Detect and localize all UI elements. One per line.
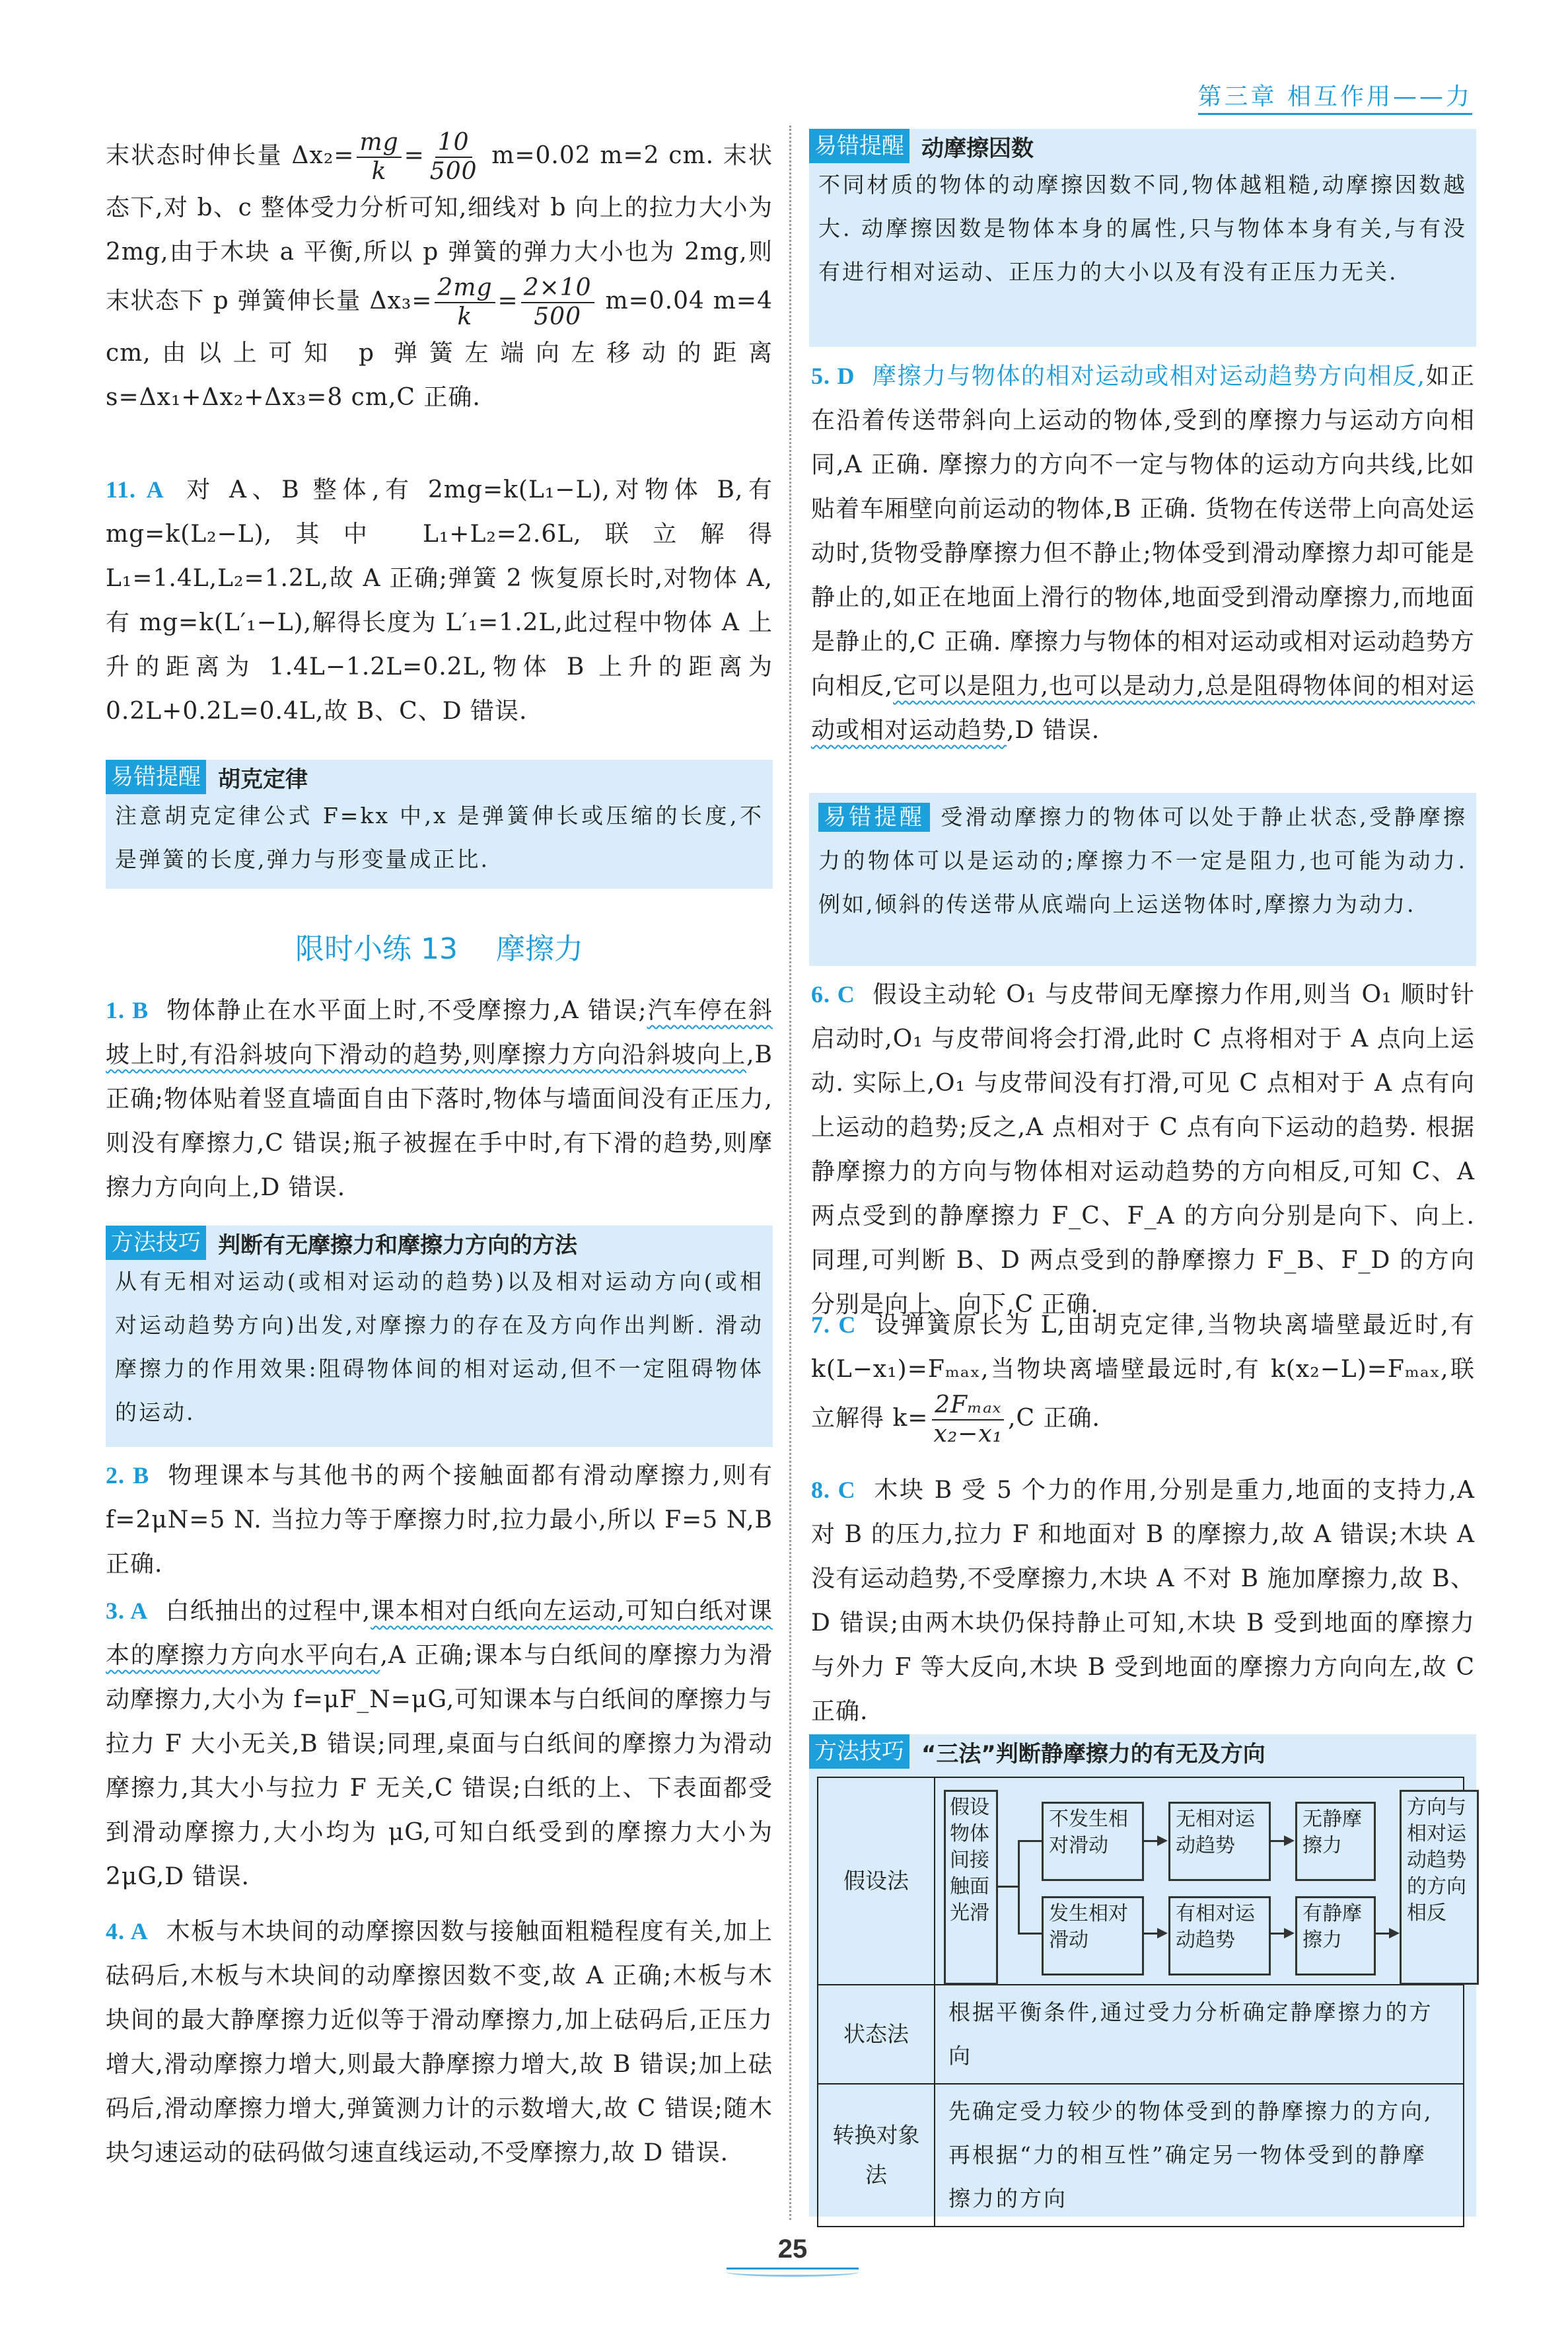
flow-box: 无相对运动趋势	[1168, 1802, 1271, 1881]
flow-box: 发生相对滑动	[1042, 1896, 1144, 1975]
denominator: k	[371, 158, 387, 185]
answer-label: 6. C	[811, 981, 855, 1008]
answer-11	[106, 468, 773, 733]
fraction	[427, 129, 480, 186]
method-name: 假设法	[818, 1777, 935, 1985]
text: ,C 正确.	[1008, 1405, 1100, 1432]
tip-tag: 易错提醒	[106, 760, 206, 794]
section-title: 限时小练 13 摩擦力	[295, 932, 583, 966]
equals: =	[404, 142, 425, 169]
text: 物体静止在水平面上时,不受摩擦力,A 错误;	[166, 997, 647, 1024]
methods-table	[817, 1777, 1464, 2227]
answer-label: 11. A	[106, 476, 164, 503]
text: 白纸抽出的过程中,	[165, 1598, 371, 1625]
text: 末状态时伸长量 Δx₂=	[106, 142, 355, 169]
tip-three-methods	[809, 1734, 1476, 2217]
text: ,A 正确;课本与白纸间的摩擦力为滑动摩擦力,大小为 f=μF_N=μG,可知课本与白纸间的摩擦力与拉力 F 大小无关,B 错误;同理,桌面与白纸间的摩擦力为滑动摩擦力,其大小与拉力 F 无关,C 错误;白纸的上、下表面都受到滑动摩擦力,大小均为 μG,可知白纸受到的摩擦力大小为 2μG,D 错误.	[106, 1642, 773, 1890]
answer-text: 木块 B 受 5 个力的作用,分别是重力,地面的支持力,A 对 B 的压力,拉力 F 和地面对 B 的摩擦力,故 A 错误;木块 A 没有运动趋势,不受摩擦力,木块 A 不对 B 施加摩擦力,故 B、D 错误;由两木块仍保持静止可知,木块 B 受到地面的摩擦力与外力 F 等大反向,木块 B 受到地面的摩擦力方向向左,故 C 正确.	[811, 1477, 1475, 1725]
answer-1	[106, 988, 773, 1210]
underlined-text: 它可以是阻力,也可以是动力,总是阻碍物体间的相对运动或相对运动趋势	[811, 673, 1475, 744]
underlined-text: 汽车停在斜坡上时,有沿斜坡向下滑动的趋势,则摩擦力方向沿斜坡向上	[106, 997, 773, 1068]
tip-tag: 易错提醒	[818, 803, 930, 832]
table-row	[818, 2084, 1464, 2227]
answer-3	[106, 1589, 773, 1899]
text: m=0.04 m=4 cm,由以上可知 p 弹簧左端向左移动的距离 s=Δx₁+Δx₂+Δx₃=8 cm,C 正确.	[106, 287, 773, 411]
answer-label: 8. C	[811, 1477, 856, 1503]
page-number-decoration	[727, 2268, 859, 2277]
fraction	[521, 274, 594, 331]
flow-box: 无静摩擦力	[1295, 1802, 1376, 1881]
column-divider	[789, 126, 791, 2220]
tip-method-friction	[106, 1226, 773, 1447]
underlined-text: 课本相对白纸向左运动,可知白纸对课本的摩擦力方向水平向右	[106, 1598, 773, 1669]
numerator: 2×10	[521, 274, 594, 303]
fraction	[435, 274, 495, 331]
tip-kinetic-coefficient	[809, 129, 1476, 347]
flowchart	[935, 1777, 1464, 1985]
flow-box: 有相对运动趋势	[1168, 1896, 1271, 1975]
table-row	[818, 1777, 1464, 1985]
flow-box: 有静摩擦力	[1295, 1896, 1376, 1975]
answer-6	[811, 973, 1475, 1327]
lead-text: 摩擦力与物体的相对运动或相对运动趋势方向相反,	[872, 363, 1426, 390]
denominator: k	[457, 303, 473, 330]
answer-text: 物理课本与其他书的两个接触面都有滑动摩擦力,则有 f=2μN=5 N. 当拉力等于摩擦力时,拉力最小,所以 F=5 N,B 正确.	[106, 1462, 773, 1578]
chapter-header: 第三章 相互作用——力	[1198, 78, 1472, 115]
answer-label: 5. D	[811, 363, 855, 389]
answer-2	[106, 1454, 773, 1586]
text: ,D 错误.	[1007, 717, 1100, 744]
answer-label: 3. A	[106, 1598, 149, 1624]
tip-hooke-law	[106, 760, 773, 889]
numerator: 10	[435, 129, 472, 158]
tip-body: 不同材质的物体的动摩擦因数不同,物体越粗糙,动摩擦因数越大. 动摩擦因数是物体本身的属性,只与物体本身有关,与有没有进行相对运动、正压力的大小以及有没有正压力无关.	[818, 172, 1467, 285]
flow-box-end: 方向与相对运动趋势的方向相反	[1400, 1790, 1479, 1985]
flow-box: 不发生相对滑动	[1042, 1802, 1144, 1881]
tip-body: 注意胡克定律公式 F=kx 中,x 是弹簧伸长或压缩的长度,不是弹簧的长度,弹力与形变量成正比.	[115, 803, 764, 872]
text: 设弹簧原长为 L,由胡克定律,当物块离墙壁最近时,有 k(L−x₁)=Fₘₐₓ,当物块离墙壁最远时,有 k(x₂−L)=Fₘₐₓ,联立解得 k=	[811, 1311, 1475, 1432]
text: ,B 正确;物体贴着竖直墙面自由下落时,物体与墙面间没有正压力,则没有摩擦力,C 错误;瓶子被握在手中时,有下滑的趋势,则摩擦力方向向上,D 错误.	[106, 1041, 773, 1201]
tip-tag: 方法技巧	[106, 1226, 206, 1260]
denominator: 500	[534, 303, 581, 330]
tip-tag: 易错提醒	[809, 129, 909, 163]
method-name: 转换对象法	[818, 2084, 935, 2227]
answer-text: 假设主动轮 O₁ 与皮带间无摩擦力作用,则当 O₁ 顺时针启动时,O₁ 与皮带间将会打滑,此时 C 点将相对于 A 点向上运动. 实际上,O₁ 与皮带间没有打滑,可见 C 点相对于 A 点有向上运动的趋势;反之,A 点相对于 C 点有向下运动的趋势. 根据静摩擦力的方向与物体相对运动趋势的方向相反,可知 C、A 两点受到的静摩擦力 F_C、F_A 的方向分别是向下、向上. 同理,可判断 B、D 两点受到的静摩擦力 F_B、F_D 的方向分别是向上、向下,C 正确.	[811, 981, 1476, 1318]
flow-box-start: 假设物体间接触面光滑	[944, 1790, 998, 1985]
answer-label: 4. A	[106, 1918, 149, 1944]
numerator: 2mg	[435, 274, 495, 303]
numerator: 2Fₘₐₓ	[932, 1391, 1004, 1421]
tip-body: 从有无相对运动(或相对运动的趋势)以及相对运动方向(或相对运动趋势方向)出发,对摩擦力的存在及方向作出判断. 滑动摩擦力的作用效果:阻碍物体间的相对运动,但不一定阻碍物体的运动.	[115, 1269, 764, 1425]
tip-tag: 方法技巧	[809, 1734, 909, 1769]
table-row	[818, 1985, 1464, 2084]
answer-4	[106, 1909, 773, 2175]
method-description: 根据平衡条件,通过受力分析确定静摩擦力的方向	[935, 1985, 1464, 2084]
tip-title: “三法”判断静摩擦力的有无及方向	[921, 1740, 1265, 1767]
answer-5	[811, 354, 1475, 753]
denominator: x₂−x₁	[933, 1421, 1003, 1448]
answer-8	[811, 1468, 1475, 1734]
method-name: 状态法	[818, 1985, 935, 2084]
method-description: 先确定受力较少的物体受到的静摩擦力的方向,再根据“力的相互性”确定另一物体受到的静摩擦力的方向	[935, 2084, 1464, 2227]
answer-text: 对 A、B 整体,有 2mg=k(L₁−L),对物体 B,有 mg=k(L₂−L),其中 L₁+L₂=2.6L,联立解得 L₁=1.4L,L₂=1.2L,故 A 正确;弹簧 2 恢复原长时,对物体 A,有 mg=k(L′₁−L),解得长度为 L′₁=1.2L,此过程中物体 A 上升的距离为 1.4L−1.2L=0.2L,物体 B 上升的距离为 0.2L+0.2L=0.4L,故 B、C、D 错误.	[106, 476, 773, 725]
tip-body: 受滑动摩擦力的物体可以处于静止状态,受静摩擦力的物体可以是运动的;摩擦力不一定是阻力,也可能为动力. 例如,倾斜的传送带从底端向上运送物体时,摩擦力为动力.	[818, 804, 1467, 917]
tip-sliding-friction	[809, 793, 1476, 966]
answer-text: 木板与木块间的动摩擦因数与接触面粗糙程度有关,加上砝码后,木板与木块间的动摩擦因数不变,故 A 正确;木板与木块间的最大静摩擦力近似等于滑动摩擦力,加上砝码后,正压力增大,滑动摩擦力增大,则最大静摩擦力增大,故 B 错误;加上砝码后,滑动摩擦力增大,弹簧测力计的示数增大,故 C 错误;随木块匀速运动的砝码做匀速直线运动,不受摩擦力,故 D 错误.	[106, 1918, 773, 2166]
fraction	[931, 1391, 1005, 1448]
answer-7	[811, 1303, 1475, 1448]
answer-label: 1. B	[106, 997, 149, 1023]
denominator: 500	[429, 158, 478, 185]
answer-10-continuation	[106, 129, 773, 420]
numerator: mg	[357, 129, 401, 158]
tip-title: 判断有无摩擦力和摩擦力方向的方法	[218, 1232, 577, 1259]
fraction	[357, 129, 401, 186]
equals: =	[497, 287, 518, 314]
tip-title: 胡克定律	[218, 766, 308, 793]
answer-label: 2. B	[106, 1462, 150, 1489]
page-number: 25	[777, 2234, 808, 2264]
text: m=0.02 m=2 cm. 末状态下,对 b、c 整体受力分析可知,细线对 b 向上的拉力大小为 2mg,由于木块 a 平衡,所以 p 弹簧的弹力大小也为 2mg,则末状态下 p 弹簧伸长量 Δx₃=	[106, 142, 773, 314]
text: 如正在沿着传送带斜向上运动的物体,受到的摩擦力与运动方向相同,A 正确. 摩擦力的方向不一定与物体的运动方向共线,比如贴着车厢壁向前运动的物体,B 正确. 货物在传送带上向高处运动时,货物受静摩擦力但不静止;物体受到滑动摩擦力却可能是静止的,如正在地面上滑行的物体,地面受到滑动摩擦力,而地面是静止的,C 正确. 摩擦力与物体的相对运动或相对运动趋势方向相反,	[811, 363, 1475, 700]
tip-title: 动摩擦因数	[921, 135, 1034, 162]
answer-label: 7. C	[811, 1311, 857, 1338]
